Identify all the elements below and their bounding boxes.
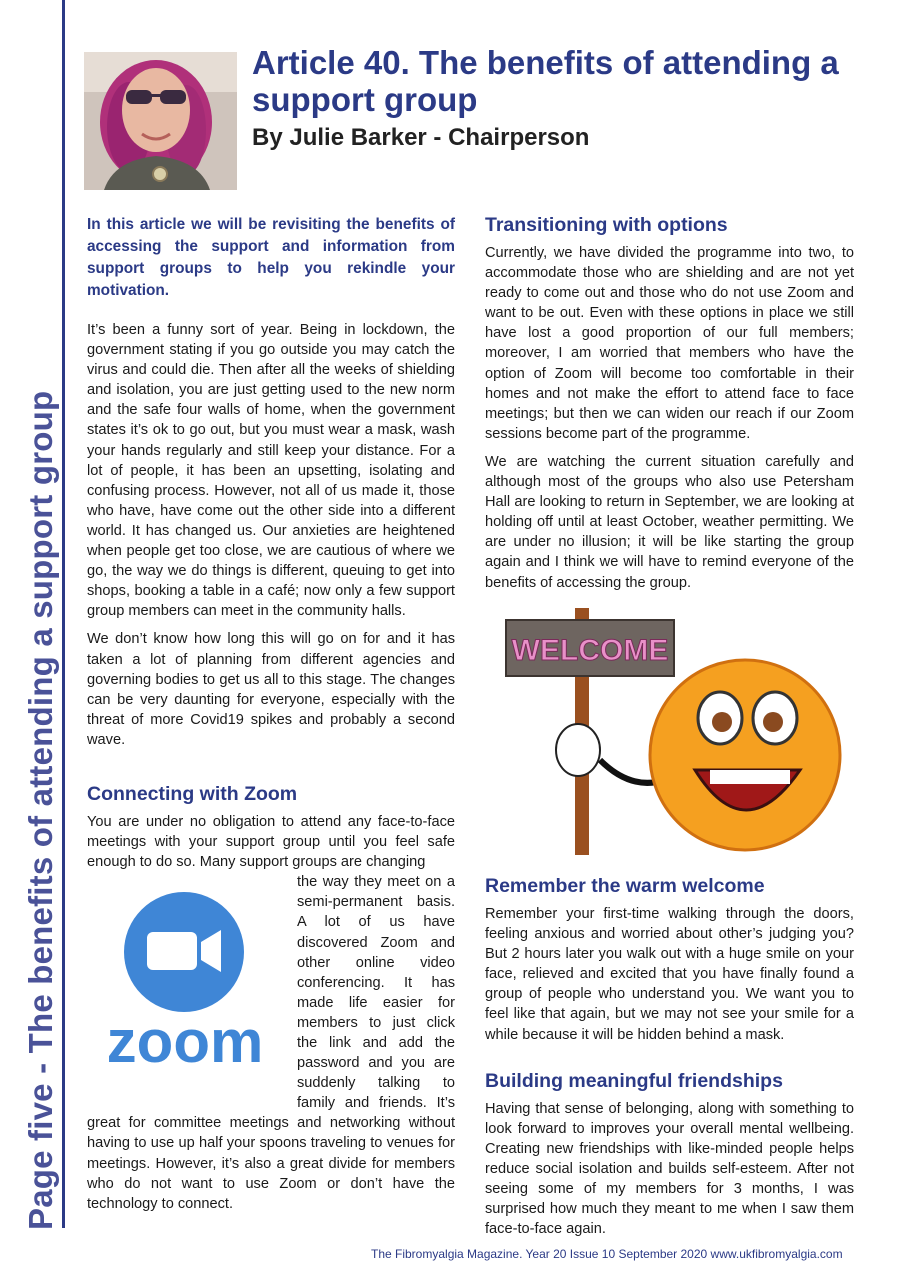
body-paragraph: Having that sense of belonging, along with something to look forward to improves your overall mental wellbeing. Creating new friendships with like-minded people helps reduce social isolation and builds self-esteem. After not seeing some of my members for 3 months, I was surprised how much they meant to me when I saw them face-to-face again.	[485, 1100, 854, 1238]
article-title: Article 40. The benefits of attending a support group	[252, 44, 839, 118]
right-column-lower	[485, 874, 854, 1247]
section-heading-welcome: Remember the warm welcome	[485, 875, 765, 897]
body-paragraph: Currently, we have divided the programme into two, to accommodate those who are shielding and are not yet ready to come out and those who do not use Zoom and want to be out. Even with these options in place we still have lost a good proportion of our full members; moreover, I am worried that members who have the option of Zoom will become too comfortable in their homes and not make the effort to attend face to face meetings; but then we can widen our reach if our Zoom sessions become part of the programme.	[485, 245, 854, 442]
welcome-sign-text: WELCOME	[511, 634, 669, 667]
article-byline: By Julie Barker - Chairperson	[252, 124, 590, 151]
body-paragraph: You are under no obligation to attend any face-to-face meetings with your support group until you feel safe enough to do so. Many support groups are changing	[87, 813, 455, 871]
body-paragraph: We don’t know how long this will go on for and it has taken a lot of planning from different agencies and governing bodies to get us all to this stage. The changes can be very daunting for everyone, especially with the threat of more Covid19 spikes and probably a second wave.	[87, 631, 455, 748]
lead-paragraph: In this article we will be revisiting the benefits of accessing the support and information from support groups to help you rekindle your motivation.	[87, 216, 455, 299]
body-paragraph: the way they meet on a semi-permanent basis. A lot of us have discovered Zoom and other online video conferencing. It has made life easier for members to just click the link and add the password and you are suddenly talking to family and friends. It’s great for committee meetings and networking without having to use up half your spoons traveling to venues for meetings. However, it’s also a great divide for members who do not want to use Zoom or don’t have the technology to connect.	[87, 874, 455, 1212]
body-paragraph: We are watching the current situation carefully and although most of the groups who also use Petersham Hall are looking to return in September, we are looking at holding off until at least October, weather permitting. We are under no illusion; it will be like starting the group again and I think we will have to remind everyone of the benefits of accessing the group.	[485, 453, 854, 591]
body-paragraph: It’s been a funny sort of year. Being in lockdown, the government stating if you go outside you may catch the virus and could die. Then after all the weeks of shielding and isolation, you are just getting used to the new norm and the safe four walls of home, when the government states it’s ok to go out, but you must wear a mask, wash your hands regularly and still keep your distance. For a lot of people, it has been an upsetting, isolating and confusing process. However, not all of us made it, those who have, have come out the other side into a different world. It has changed us. Our anxieties are heightened when people get too close, we are cautious of where we go, the way we do things is different, queuing to get into shops, booking a table in a café; now only a few support group members can meet in the community halls.	[87, 322, 455, 620]
sidebar-rule	[62, 0, 65, 1228]
section-heading-friendships: Building meaningful friendships	[485, 1069, 783, 1092]
body-paragraph: Remember your first-time walking through the doors, feeling anxious and worried about other’s judging you? But 2 hours later you walk out with a huge smile on your face, relieved and excited that you have finally found a group of people who understand you. We want you to feel like that again, but we may not see your smile for a while because it will be hidden behind a mask.	[485, 906, 854, 1043]
author-photo	[84, 52, 237, 190]
zoom-logo-text: zoom	[106, 1008, 264, 1076]
left-column	[87, 214, 455, 1222]
section-heading-transition: Transitioning with options	[485, 214, 728, 236]
sidebar-title: Page five - The benefits of attending a support group	[22, 390, 59, 1230]
section-heading-zoom: Connecting with Zoom	[87, 782, 298, 805]
right-column	[485, 213, 854, 601]
welcome-smiley-illustration	[500, 600, 845, 855]
page-footer: The Fibromyalgia Magazine. Year 20 Issue 10 September 2020 www.ukfibromyalgia.com	[371, 1247, 843, 1261]
zoom-logo	[87, 872, 297, 1094]
